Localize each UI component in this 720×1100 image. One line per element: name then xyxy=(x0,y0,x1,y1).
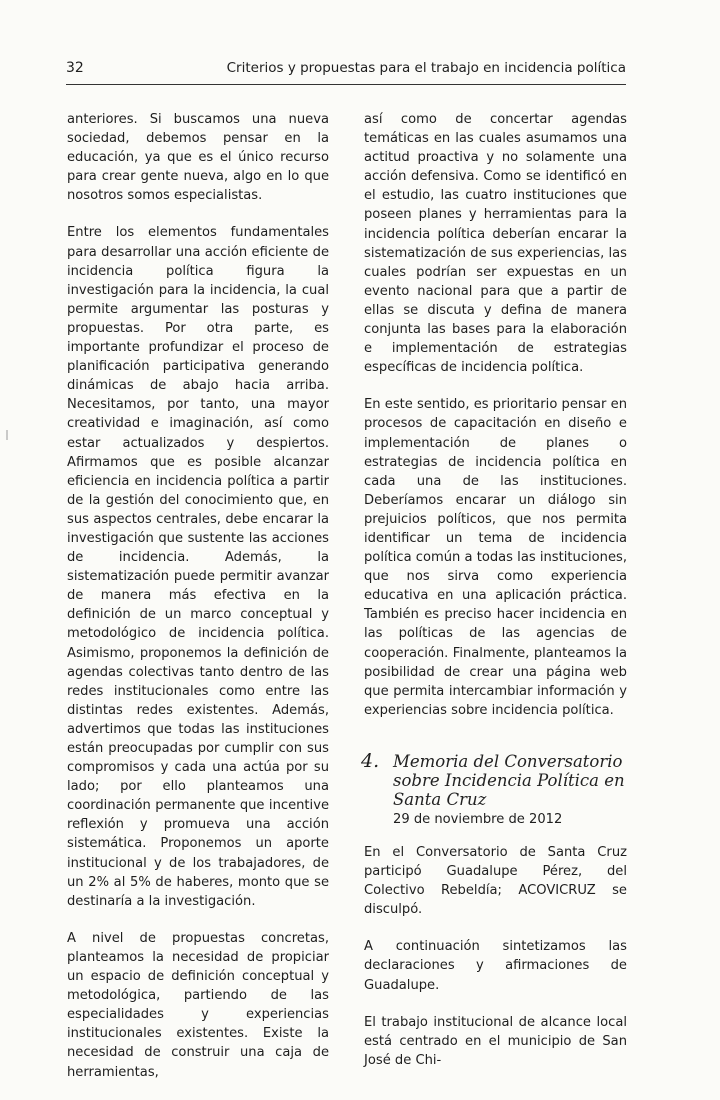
paragraph: así como de concertar agendas temáticas en las cuales asumamos una actitud proactiva y no solamente una acción defensiva. Como se identificó en el estudio, las cuatro instituciones que poseen planes y herramientas para la incidencia política deberían encarar la sistematización de sus experiencias, las cuales podrían ser expuestas en un evento nacional para que a partir de ellas se discuta y defina de manera conjunta las bases para la elaboración e implementación de estrategias específicas de incidencia política. xyxy=(364,112,627,376)
paragraph: Entre los elementos fundamentales para desarrollar una acción eficiente de incidencia política figura la investigación para la incidencia, la cual permite argumentar las posturas y propuestas. Por otra parte, es importante profundizar el proceso de planificación participativa generando dinámicas de abajo hacia arriba. Necesitamos, por tanto, una mayor creatividad e imaginación, así como estar actualizados y despiertos. Afirmamos que es posible alcanzar eficiencia en incidencia política a partir de la gestión del conocimiento que, en sus aspectos centrales, debe encarar la investigación que sustente las acciones de incidencia. Además, la sistematización puede permitir avanzar de manera más efectiva en la definición de un marco conceptual y metodológico de incidencia política. Asimismo, proponemos la definición de agendas colectivas tanto dentro de las redes institucionales como entre las distintas redes existentes. Además, advertimos que todas las instituciones están preocupadas por cumplir con sus compromisos y cada una actúa por su lado; por ello planteamos una coordinación permanente que incentive reflexión y promueva una acción sistemática. Proponemos un aporte institucional y de los trabajadores, de un 2% al 5% de haberes, monto que se destinaría a la investigación. xyxy=(67,225,329,909)
paragraph: anteriores. Si buscamos una nueva sociedad, debemos pensar en la educación, ya que es el único recurso para crear gente nueva, algo en lo que nosotros somos especialistas. xyxy=(67,112,329,204)
margin-scan-mark xyxy=(6,430,8,440)
paragraph: A continuación sintetizamos las declaraciones y afirmaciones de Guadalupe. xyxy=(364,939,627,993)
section-number: 4. xyxy=(361,749,380,772)
page-number: 32 xyxy=(66,60,84,76)
paragraph: En el Conversatorio de Santa Cruz participó Guadalupe Pérez, del Colectivo Rebeldía; ACOVICRUZ se disculpó. xyxy=(364,845,627,918)
right-column xyxy=(361,110,627,1088)
section-title: Memoria del Conversatorio sobre Incidencia Política en Santa Cruz xyxy=(393,751,625,809)
section-date: 29 de noviembre de 2012 xyxy=(393,811,563,827)
running-header xyxy=(66,58,626,85)
running-header-title: Criterios y propuestas para el trabajo en incidencia política xyxy=(226,60,626,76)
paragraph: A nivel de propuestas concretas, planteamos la necesidad de propiciar un espacio de definición conceptual y metodológica, partiendo de las especialidades y experiencias institucionales existentes. Existe la necesidad de construir una caja de herramientas, xyxy=(67,930,329,1080)
paragraph: El trabajo institucional de alcance local está centrado en el municipio de San José de Chi- xyxy=(364,1014,627,1068)
paragraph: En este sentido, es prioritario pensar en procesos de capacitación en diseño e implementación de planes o estrategias de incidencia política en cada una de las instituciones. Deberíamos encarar un diálogo sin prejuicios políticos, que nos permita identificar un tema de incidencia política común a todas las instituciones, que nos sirva como experiencia educativa en una aplicación práctica. También es preciso hacer incidencia en las políticas de las agencias de cooperación. Finalmente, planteamos la posibilidad de crear una página web que permita intercambiar información y experiencias sobre incidencia política. xyxy=(364,397,627,718)
left-column xyxy=(67,110,329,1100)
section-heading xyxy=(361,749,627,829)
